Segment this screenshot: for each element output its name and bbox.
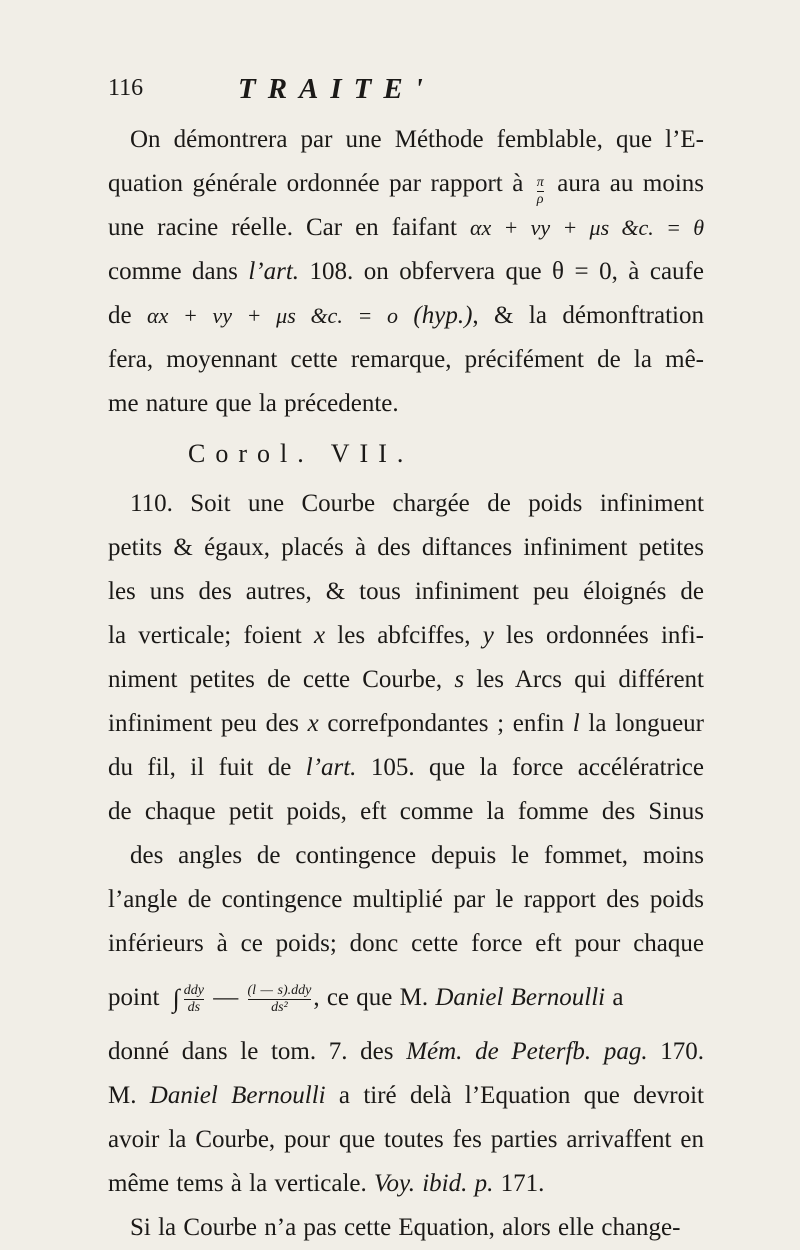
text-run: une racine réelle. Car en faifant xyxy=(108,214,470,241)
text-run: les uns des autres, & tous infiniment peu éloignés de xyxy=(108,578,704,605)
text-run: 170. xyxy=(647,1038,705,1065)
text-run: donné dans le tom. 7. des xyxy=(108,1038,407,1065)
fraction-denominator: ds xyxy=(187,999,201,1015)
text-run: point xyxy=(108,984,167,1011)
text-line xyxy=(108,658,704,702)
text-run: les Arcs qui différent xyxy=(464,666,704,693)
text-run: correfpondantes ; enfin xyxy=(318,710,573,737)
equation-line xyxy=(108,966,704,1030)
text-line xyxy=(108,338,704,382)
text-run: les ordonnées infi- xyxy=(493,622,704,649)
text-run: de xyxy=(108,302,148,329)
text-line xyxy=(108,118,704,162)
text-run: la longueur xyxy=(579,710,704,737)
variable-y: y xyxy=(482,622,494,649)
text-line xyxy=(108,790,704,834)
text-run: Si la Courbe n’a pas cette Equation, alors elle change- xyxy=(130,1214,681,1241)
math-expression: αx + vy + μs &c. = o xyxy=(147,303,398,328)
text-line xyxy=(108,746,704,790)
fraction-numerator: (l — s).ddy xyxy=(247,982,312,998)
cross-reference: Voy. ibid. p. xyxy=(374,1170,494,1197)
variable-x: x xyxy=(307,710,319,737)
article-reference: l’art. xyxy=(248,258,300,285)
text-run: 108. on obfervera que θ = 0, à caufe xyxy=(299,258,704,285)
author-name: Daniel Bernoulli xyxy=(149,1082,326,1109)
text-run: avoir la Courbe, pour que toutes fes parties arrivaffent en xyxy=(108,1126,704,1153)
text-run: quation générale ordonnée par rapport à xyxy=(108,170,533,197)
text-run: , & la démonftration xyxy=(472,302,704,329)
text-run: M. xyxy=(108,1082,150,1109)
pi-over-rho-fraction xyxy=(537,177,544,206)
text-line xyxy=(108,834,704,878)
text-run: inférieurs à ce poids; donc cette force eft pour chaque xyxy=(108,930,704,957)
text-run: , ce que M. xyxy=(313,984,436,1011)
author-name: Daniel Bernoulli xyxy=(435,984,606,1011)
text-run: comme dans xyxy=(108,258,249,285)
journal-reference: Mém. de Peterfb. pag. xyxy=(406,1038,648,1065)
text-run: a tiré delà l’Equation que devroit xyxy=(325,1082,704,1109)
text-line xyxy=(108,1030,704,1074)
text-line xyxy=(108,482,704,526)
hypothesis-reference: (hyp.) xyxy=(397,302,473,329)
text-run: aura au moins xyxy=(547,170,705,197)
text-line xyxy=(108,922,704,966)
variable-x: x xyxy=(313,622,326,649)
text-run: 171. xyxy=(493,1170,545,1197)
article-reference: l’art. xyxy=(305,754,357,781)
text-run: les abfciffes, xyxy=(325,622,483,649)
text-run: 110. Soit une Courbe chargée de poids infiniment xyxy=(130,490,704,517)
text-line xyxy=(108,1074,704,1118)
variable-l: l xyxy=(572,710,580,737)
variable-s: s xyxy=(454,666,465,693)
text-line xyxy=(108,702,704,746)
page-header xyxy=(108,75,698,115)
text-line xyxy=(108,1206,704,1250)
text-run: niment petites de cette Courbe, xyxy=(108,666,455,693)
math-expression: αx + vy + μs &c. = θ xyxy=(469,215,704,240)
fraction-denominator: ds² xyxy=(271,999,288,1015)
text-run: des angles de contingence depuis le fommet, moins xyxy=(130,842,704,869)
running-title: TRAITE' xyxy=(238,73,435,105)
fraction-numerator: π xyxy=(536,175,544,190)
l-minus-s-ddy-over-ds2-fraction xyxy=(248,984,312,1015)
text-run: a xyxy=(605,984,624,1011)
text-run: même tems à la verticale. xyxy=(108,1170,374,1197)
text-run: petits & égaux, placés à des diftances infiniment petites xyxy=(108,534,704,561)
text-run: fera, moyennant cette remarque, précifément de la mê- xyxy=(108,346,704,373)
minus-sign: — xyxy=(206,984,246,1011)
text-run: de chaque petit poids, eft comme la fomme des Sinus xyxy=(108,798,704,825)
text-run: me nature que la précedente. xyxy=(108,390,399,417)
ddy-over-ds-fraction xyxy=(184,984,204,1015)
text-line xyxy=(108,206,704,250)
text-line xyxy=(108,614,704,658)
text-line xyxy=(108,162,704,206)
text-run: On démontrera par une Méthode femblable, que l’E- xyxy=(130,126,704,153)
text-line xyxy=(108,294,704,338)
page-body xyxy=(108,118,704,1250)
integral-sign: ∫ xyxy=(172,984,180,1014)
section-heading: Corol. VII. xyxy=(188,439,414,468)
page-number: 116 xyxy=(108,75,144,101)
fraction-denominator: ρ xyxy=(536,192,544,207)
text-line xyxy=(108,382,704,426)
text-run: du fil, il fuit de xyxy=(108,754,306,781)
text-line xyxy=(108,878,704,922)
text-run: infiniment peu des xyxy=(108,710,308,737)
text-run: 105. que la force accélératrice xyxy=(356,754,704,781)
text-line xyxy=(108,1162,704,1206)
text-line xyxy=(108,570,704,614)
fraction-numerator: ddy xyxy=(183,982,204,998)
text-line xyxy=(108,250,704,294)
text-line xyxy=(108,1118,704,1162)
text-run: la verticale; foient xyxy=(108,622,314,649)
text-line xyxy=(108,526,704,570)
text-run: l’angle de contingence multiplié par le rapport des poids xyxy=(108,886,704,913)
